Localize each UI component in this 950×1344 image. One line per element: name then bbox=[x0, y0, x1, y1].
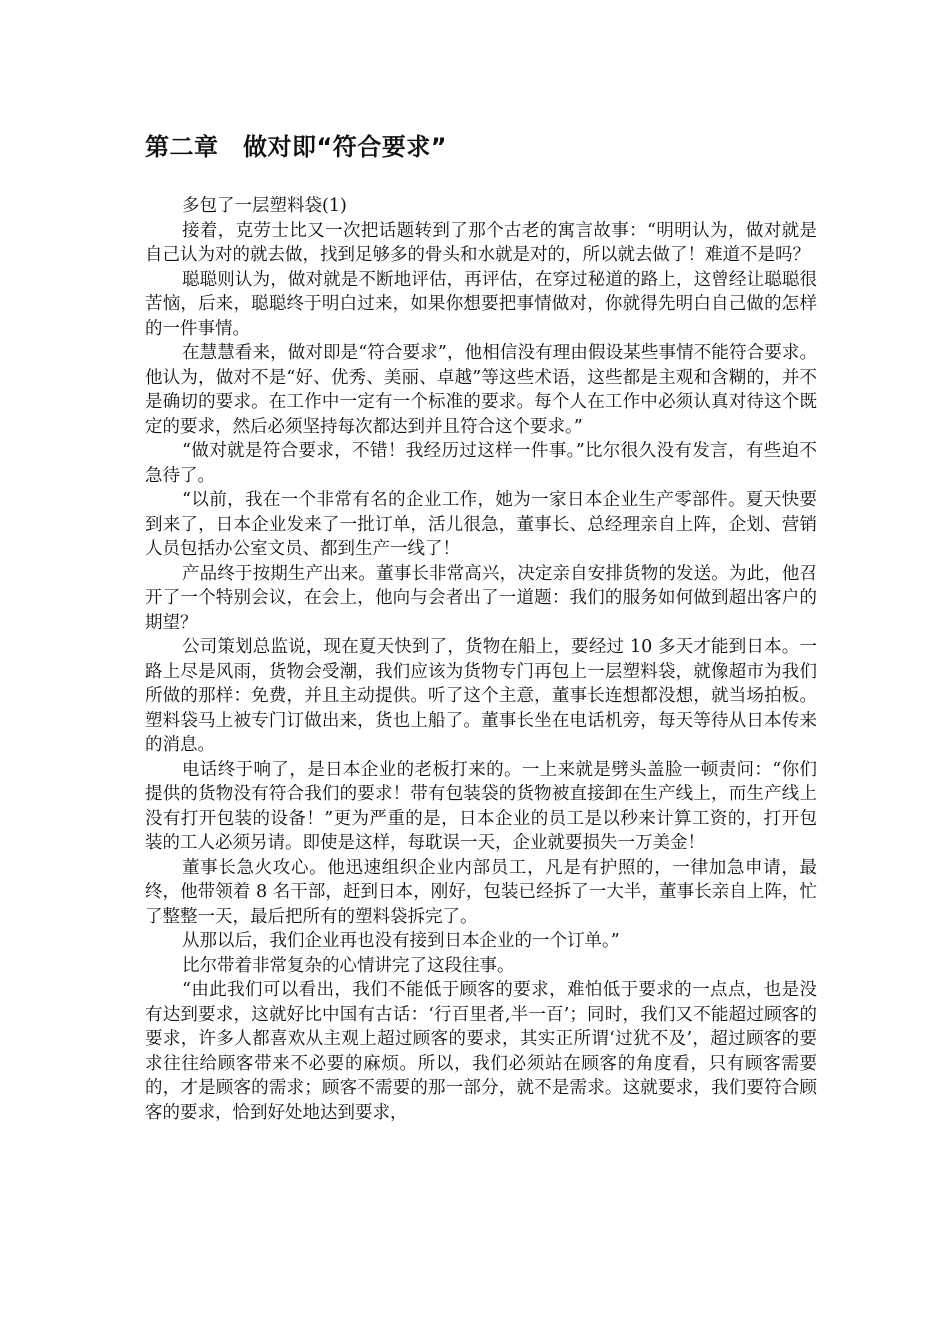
paragraph: 接着，克劳士比又一次把话题转到了那个古老的寓言故事：“明明认为，做对就是自己认为对的就去做，找到足够多的骨头和水就是对的，所以就去做了！难道不是吗？ bbox=[145, 220, 817, 265]
paragraph: “由此我们可以看出，我们不能低于顾客的要求，难怕低于要求的一点点，也是没有达到要求，这就好比中国有古话：‘行百里者,半一百’；同时，我们又不能超过顾客的要求，许多人都喜欢从主观上超过顾客的要求，其实正所谓‘过犹不及’，超过顾客的要求往往给顾客带来不必要的麻烦。所以，我们必须站在顾客的角度看，只有顾客需要的，才是顾客的需求；顾客不需要的那一部分，就不是需求。这就要求，我们要符合顾客的要求，恰到好处地达到要求， bbox=[145, 980, 817, 1123]
section-subtitle: 多包了一层塑料袋(1) bbox=[182, 196, 347, 216]
paragraph: “以前，我在一个非常有名的企业工作，她为一家日本企业生产零部件。夏天快要到来了，日本企业发来了一批订单，活儿很急，董事长、总经理亲自上阵，企划、营销人员包括办公室文员、都到生产一线了！ bbox=[145, 490, 817, 559]
paragraph: 从那以后，我们企业再也没有接到日本企业的一个订单。” bbox=[182, 931, 620, 951]
paragraph: 电话终于响了，是日本企业的老板打来的。一上来就是劈头盖脸一顿责问：“你们提供的货物没有符合我们的要求！带有包装袋的货物被直接卸在生产线上，而生产线上没有打开包装的设备！”更为严重的是，日本企业的员工是以秒来计算工资的，打开包装的工人必须另请。即使是这样，每耽误一天，企业就要损失一万美金！ bbox=[145, 759, 817, 853]
paragraph: “做对就是符合要求，不错！我经历过这样一件事。”比尔很久没有发言，有些迫不急待了。 bbox=[145, 441, 817, 486]
paragraph: 董事长急火攻心。他迅速组织企业内部员工，凡是有护照的，一律加急申请，最终，他带领着 8 名干部，赶到日本，刚好，包装已经拆了一大半，董事长亲自上阵，忙了整整一天，最后把所有的塑料袋拆完了。 bbox=[145, 857, 817, 927]
paragraph: 产品终于按期生产出来。董事长非常高兴，决定亲自安排货物的发送。为此，他召开了一个特别会议，在会上，他向与会者出了一道题：我们的服务如何做到超出客户的期望？ bbox=[145, 563, 817, 633]
document-body bbox=[145, 194, 817, 1125]
document-page bbox=[145, 130, 817, 1125]
paragraph: 聪聪则认为，做对就是不断地评估，再评估，在穿过秘道的路上，这曾经让聪聪很苦恼，后来，聪聪终于明白过来，如果你想要把事情做对，你就得先明白自己做的怎样的一件事情。 bbox=[145, 269, 817, 339]
paragraph: 在慧慧看来，做对即是“符合要求”，他相信没有理由假设某些事情不能符合要求。他认为，做对不是“好、优秀、美丽、卓越”等这些术语，这些都是主观和含糊的，并不是确切的要求。在工作中一定有一个标准的要求。每个人在工作中必须认真对待这个既定的要求，然后必须坚持每次都达到并且符合这个要求。” bbox=[145, 343, 817, 437]
paragraph: 公司策划总监说，现在夏天快到了，货物在船上，要经过 10 多天才能到日本。一路上尽是风雨，货物会受潮，我们应该为货物专门再包上一层塑料袋，就像超市为我们所做的那样：免费，并且主动提供。听了这个主意，董事长连想都没想，就当场拍板。塑料袋马上被专门订做出来，货也上船了。董事长坐在电话机旁，每天等待从日本传来的消息。 bbox=[145, 637, 817, 755]
paragraph: 比尔带着非常复杂的心情讲完了这段往事。 bbox=[182, 955, 515, 976]
chapter-title: 第二章 做对即“符合要求” bbox=[145, 133, 448, 161]
